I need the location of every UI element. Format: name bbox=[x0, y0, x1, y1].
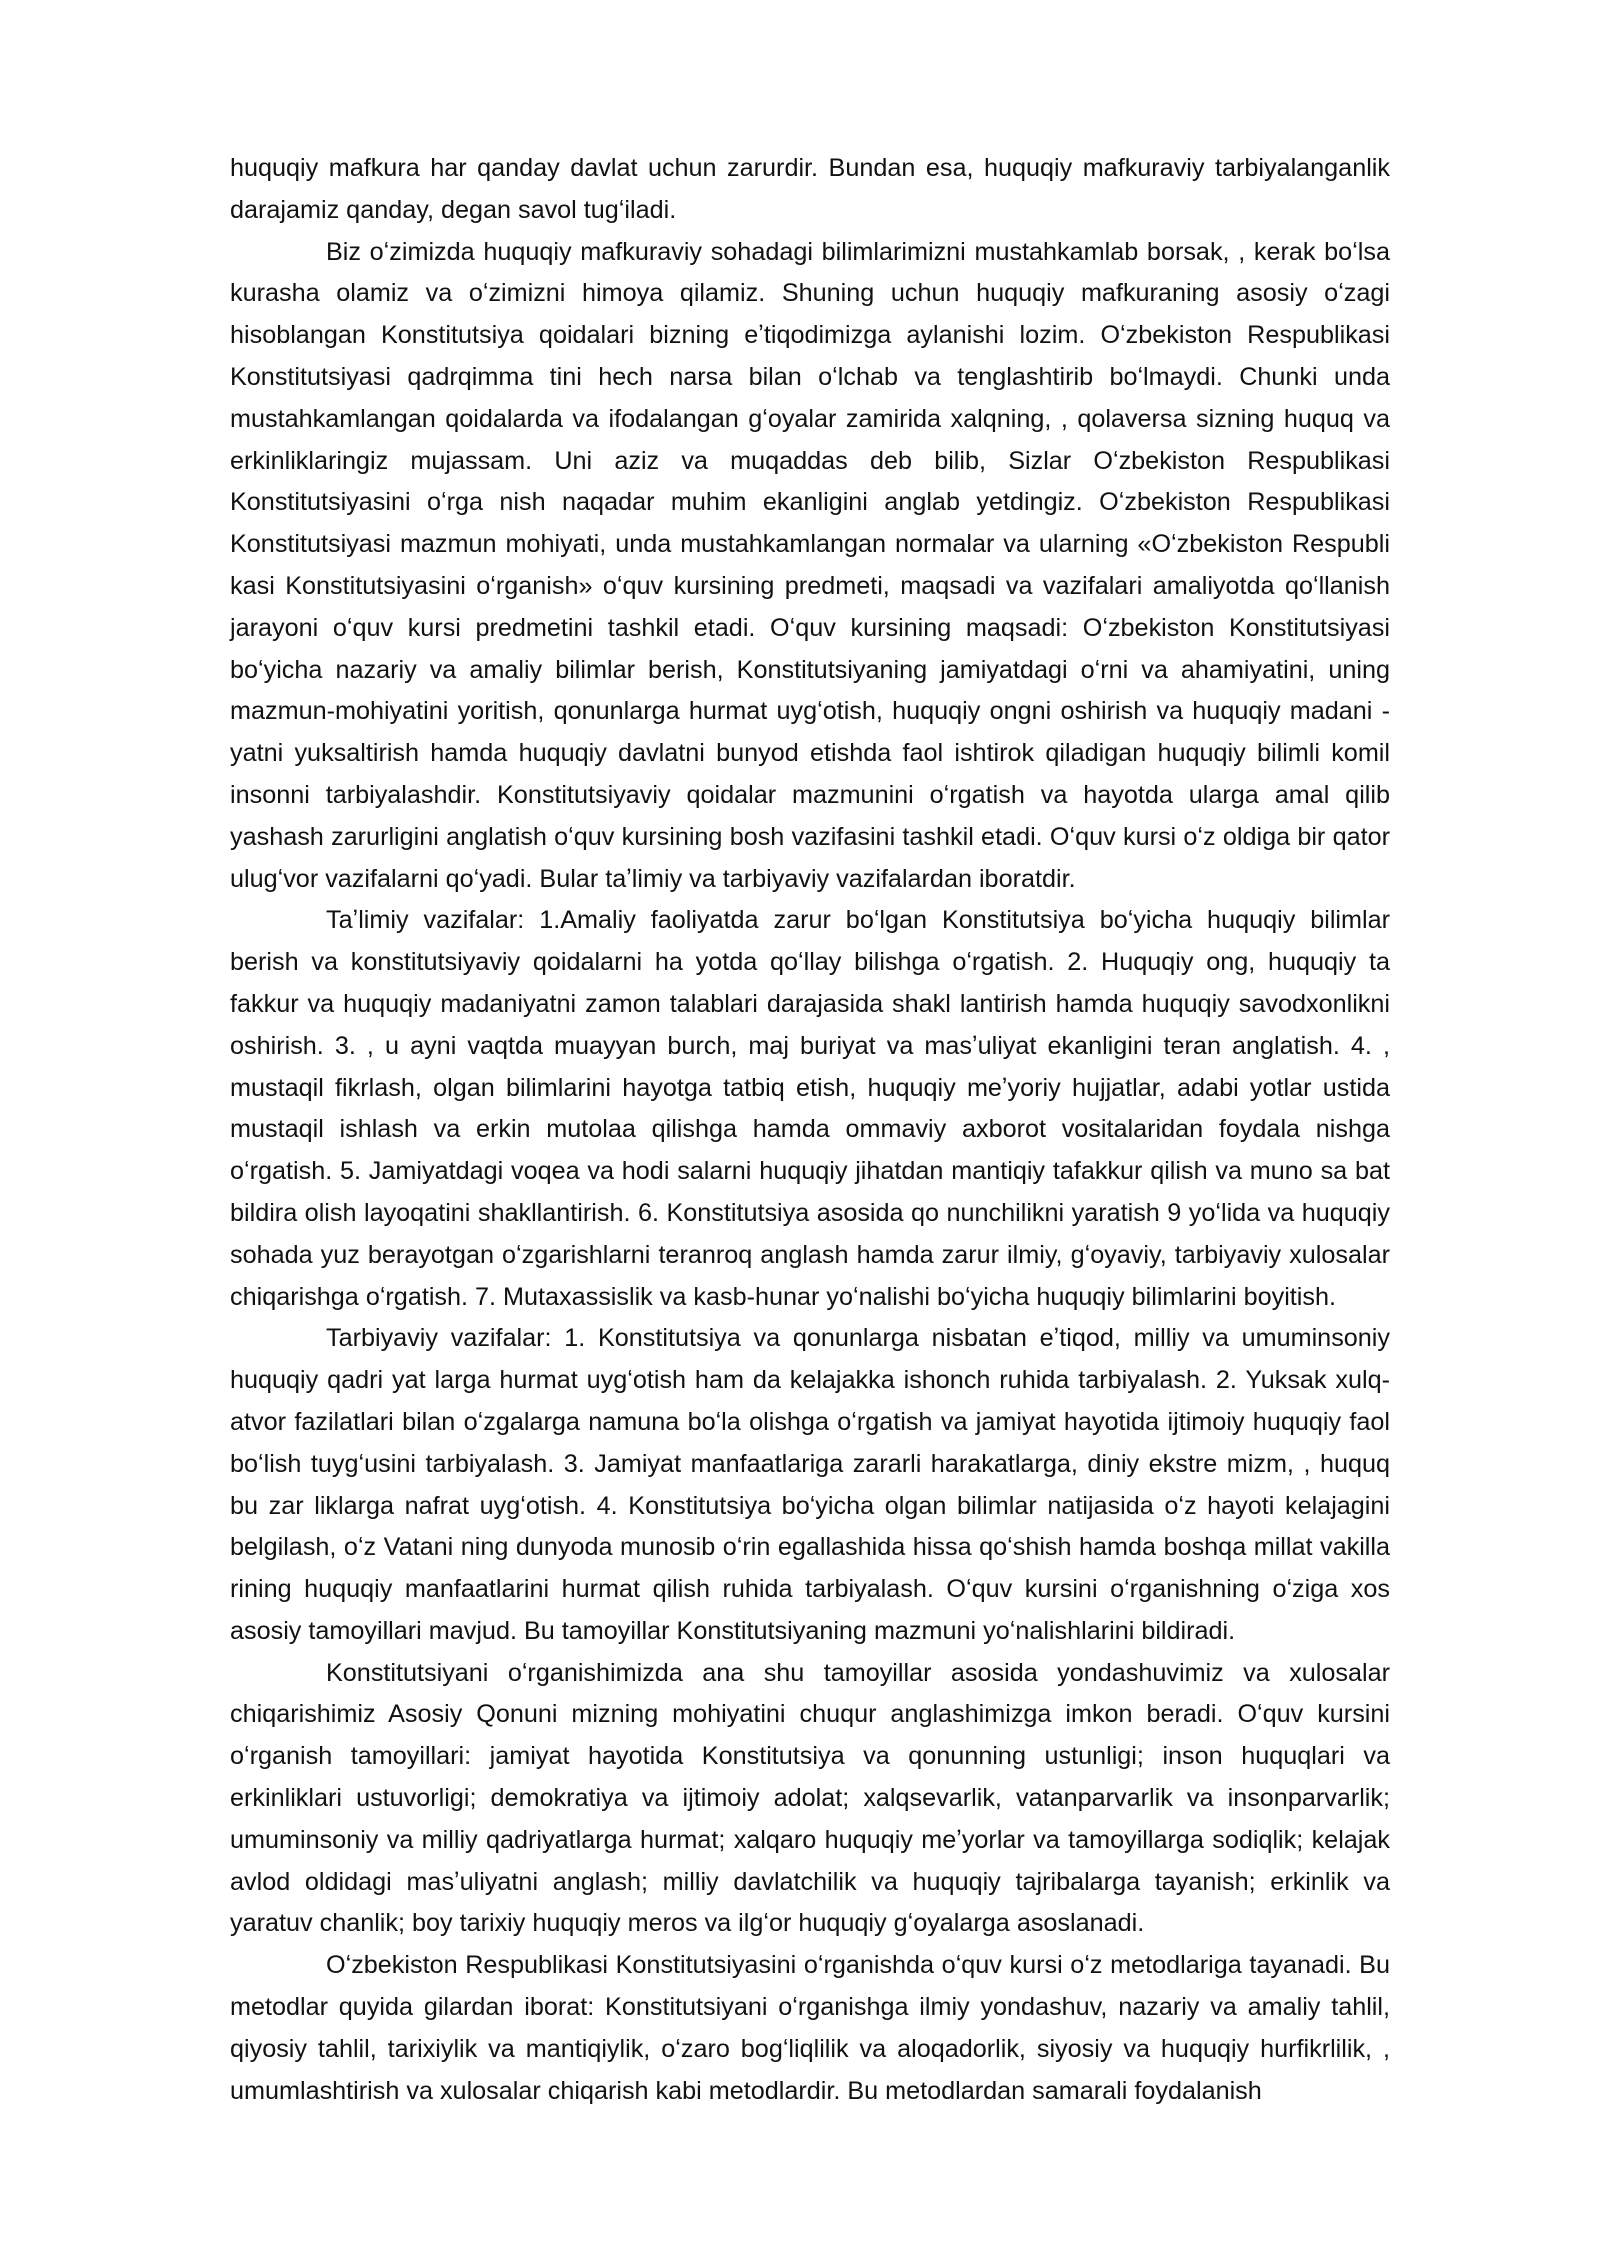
paragraph-1: huquqiy mafkura har qanday davlat uchun zarurdir. Bundan esa, huquqiy mafkuraviy tarbiyalanganlik darajamiz qanday, degan savol tugʻiladi. bbox=[230, 154, 1390, 224]
paragraph-3: Taʼlimiy vazifalar: 1.Amaliy faoliyatda zarur boʻlgan Konstitutsiya boʻyicha huquqiy bilimlar berish va konstitutsiyaviy qoidalarni ha yotda qoʻllay bilishga oʻrgatish. 2. Huquqiy ong, huquqiy ta fakkur va huquqiy madaniyatni zamon talablari darajasida shakl lantirish hamda huquqiy savodxonlikni oshirish. 3. , u ayni vaqtda muayyan burch, maj buriyat va masʼuliyat ekanligini teran anglatish. 4. , mustaqil fikrlash, olgan bilimlarini hayotga tatbiq etish, huquqiy meʼyoriy hujjatlar, adabi yotlar ustida mustaqil ishlash va erkin mutolaa qilishga hamda ommaviy axborot vositalaridan foydala nishga oʻrgatish. 5. Jamiyatdagi voqea va hodi salarni huquqiy jihatdan mantiqiy tafakkur qilish va muno sa bat bildira olish layoqatini shakllantirish. 6. Konstitutsiya asosida qo nunchilikni yaratish 9 yoʻlida va huquqiy sohada yuz berayotgan oʻzgarishlarni teranroq anglash hamda zarur ilmiy, gʻoyaviy, tarbiyaviy xulosalar chiqarishga oʻrgatish. 7. Mutaxassislik va kasb-hunar yoʻnalishi boʻyicha huquqiy bilimlarini boyitish. bbox=[230, 906, 1390, 1311]
paragraph-2: Biz oʻzimizda huquqiy mafkuraviy sohadagi bilimlarimizni mustahkamlab borsak, , kerak boʻlsa kurasha olamiz va oʻzimizni himoya qilamiz. Shuning uchun huquqiy mafkuraning asosiy oʻzagi hisoblangan Konstitutsiya qoidalari bizning eʼtiqodimizga aylanishi lozim. Oʻzbekiston Respublikasi Konstitutsiyasi qadrqimma tini hech narsa bilan oʻlchab va tenglashtirib boʻlmaydi. Chunki unda mustahkamlangan qoidalarda va ifodalangan gʻoyalar zamirida xalqning, , qolaversa sizning huquq va erkinliklaringiz mujassam. Uni aziz va muqaddas deb bilib, Sizlar Oʻzbekiston Respublikasi Konstitutsiyasini oʻrga nish naqadar muhim ekanligini anglab yetdingiz. Oʻzbekiston Respublikasi Konstitutsiyasi mazmun mohiyati, unda mustahkamlangan normalar va ularning «Oʻzbekiston Respubli kasi Konstitutsiyasini oʻrganish» oʻquv kursining predmeti, maqsadi va vazifalari amaliyotda qoʻllanish jarayoni oʻquv kursi predmetini tashkil etadi. Oʻquv kursining maqsadi: Oʻzbekiston Konstitutsiyasi boʻyicha nazariy va amaliy bilimlar berish, Konstitutsiyaning jamiyatdagi oʻrni va ahamiyatini, uning mazmun-mohiyatini yoritish, qonunlarga hurmat uygʻotish, huquqiy ongni oshirish va huquqiy madani - yatni yuksaltirish hamda huquqiy davlatni bunyod etishda faol ishtirok qiladigan huquqiy bilimli komil insonni tarbiyalashdir. Konstitutsiyaviy qoidalar mazmunini oʻrgatish va hayotda ularga amal qilib yashash zarurligini anglatish oʻquv kursining bosh vazifasini tashkil etadi. Oʻquv kursi oʻz oldiga bir qator ulugʻvor vazifalarni qoʻyadi. Bular taʼlimiy va tarbiyaviy vazifalardan iboratdir. bbox=[230, 237, 1390, 893]
paragraph-4: Tarbiyaviy vazifalar: 1. Konstitutsiya va qonunlarga nisbatan eʼtiqod, milliy va umuminsoniy huquqiy qadri yat larga hurmat uygʻotish ham da kelajakka ishonch ruhida tarbiyalash. 2. Yuksak xulq-atvor fazilatlari bilan oʻzgalarga namuna boʻla olishga oʻrgatish va jamiyat hayotida ijtimoiy huquqiy faol boʻlish tuygʻusini tarbiyalash. 3. Jamiyat manfaatlariga zararli harakatlarga, diniy ekstre mizm, , huquq bu zar liklarga nafrat uygʻotish. 4. Konstitutsiya boʻyicha olgan bilimlar natijasida oʻz hayoti kelajagini belgilash, oʻz Vatani ning dunyoda munosib oʻrin egallashida hissa qoʻshish hamda boshqa millat vakilla rining huquqiy manfaatlarini hurmat qilish ruhida tarbiyalash. Oʻquv kursini oʻrganishning oʻziga xos asosiy tamoyillari mavjud. Bu tamoyillar Konstitutsiyaning mazmuni yoʻnalishlarini bildiradi. bbox=[230, 1324, 1390, 1645]
paragraph-5: Konstitutsiyani oʻrganishimizda ana shu tamoyillar asosida yondashuvimiz va xulosalar chiqarishimiz Asosiy Qonuni mizning mohiyatini chuqur anglashimizga imkon beradi. Oʻquv kursini oʻrganish tamoyillari: jamiyat hayotida Konstitutsiya va qonunning ustunligi; inson huquqlari va erkinliklari ustuvorligi; demokratiya va ijtimoiy adolat; xalqsevarlik, vatanparvarlik va insonparvarlik; umuminsoniy va milliy qadriyatlarga hurmat; xalqaro huquqiy meʼyorlar va tamoyillarga sodiqlik; kelajak avlod oldidagi masʼuliyatni anglash; milliy davlatchilik va huquqiy tajribalarga tayanish; erkinlik va yaratuv chanlik; boy tarixiy huquqiy meros va ilgʻor huquqiy gʻoyalarga asoslanadi. bbox=[230, 1658, 1390, 1938]
paragraph-6: Oʻzbekiston Respublikasi Konstitutsiyasini oʻrganishda oʻquv kursi oʻz metodlariga tayanadi. Bu metodlar quyida gilardan iborat: Konstitutsiyani oʻrganishga ilmiy yondashuv, nazariy va amaliy tahlil, qiyosiy tahlil, tarixiylik va mantiqiylik, oʻzaro bogʻliqlilik va aloqadorlik, siyosiy va huquqiy hurfikrlilik, , umumlashtirish va xulosalar chiqarish kabi metodlardir. Bu metodlardan samarali foydalanish bbox=[230, 1951, 1390, 2105]
document-page bbox=[230, 148, 1390, 2112]
